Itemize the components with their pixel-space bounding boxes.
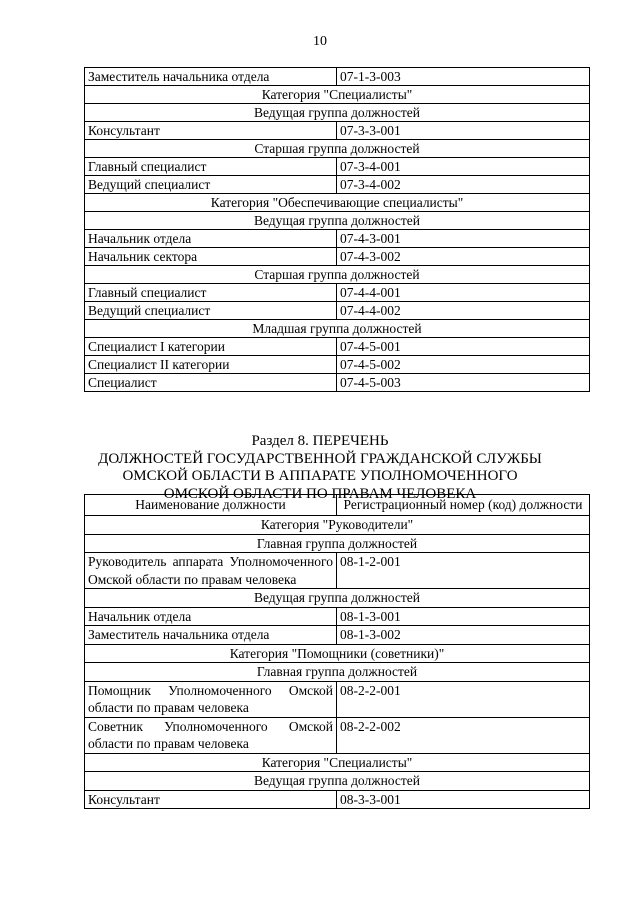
group-label: Ведущая группа должностей bbox=[85, 589, 590, 608]
group-row bbox=[85, 212, 590, 230]
registration-code-cell: 07-4-5-003 bbox=[337, 374, 590, 392]
position-name-cell: Заместитель начальника отдела bbox=[85, 68, 337, 86]
positions-table-section-8 bbox=[84, 494, 590, 809]
table-row bbox=[85, 338, 590, 356]
group-row bbox=[85, 194, 590, 212]
position-name-cell: Заместитель начальника отдела bbox=[85, 626, 337, 645]
group-label: Старшая группа должностей bbox=[85, 140, 590, 158]
position-name-cell: Специалист II категории bbox=[85, 356, 337, 374]
table-row bbox=[85, 158, 590, 176]
table-row bbox=[85, 68, 590, 86]
table-row bbox=[85, 374, 590, 392]
registration-code-cell: 07-4-5-001 bbox=[337, 338, 590, 356]
registration-code-cell: 08-1-3-001 bbox=[337, 607, 590, 626]
table-row bbox=[85, 356, 590, 374]
table-row bbox=[85, 717, 590, 753]
position-name-cell: Руководитель аппарата Уполномоченного Омской области по правам человека bbox=[85, 553, 337, 589]
registration-code-cell: 07-3-4-002 bbox=[337, 176, 590, 194]
group-row bbox=[85, 772, 590, 791]
group-row bbox=[85, 534, 590, 553]
position-name-cell: Консультант bbox=[85, 790, 337, 809]
registration-code-cell: 08-2-2-001 bbox=[337, 681, 590, 717]
position-name-cell: Начальник отдела bbox=[85, 607, 337, 626]
group-row bbox=[85, 104, 590, 122]
table-row bbox=[85, 230, 590, 248]
position-name-cell: Специалист bbox=[85, 374, 337, 392]
position-name-cell: Начальник сектора bbox=[85, 248, 337, 266]
table-header-row bbox=[85, 495, 590, 516]
column-header-registration-code: Регистрационный номер (код) должности bbox=[337, 495, 590, 516]
group-label: Ведущая группа должностей bbox=[85, 104, 590, 122]
group-row bbox=[85, 320, 590, 338]
group-row bbox=[85, 663, 590, 682]
group-row bbox=[85, 753, 590, 772]
position-name-cell: Помощник Уполномоченного Омской области по правам человека bbox=[85, 681, 337, 717]
group-label: Главная группа должностей bbox=[85, 663, 590, 682]
table-row bbox=[85, 607, 590, 626]
position-name-cell: Консультант bbox=[85, 122, 337, 140]
group-label: Ведущая группа должностей bbox=[85, 772, 590, 791]
table-row bbox=[85, 122, 590, 140]
group-row bbox=[85, 644, 590, 663]
registration-code-cell: 07-4-3-001 bbox=[337, 230, 590, 248]
position-name-cell: Ведущий специалист bbox=[85, 176, 337, 194]
section-title-line: ДОЛЖНОСТЕЙ ГОСУДАРСТВЕННОЙ ГРАЖДАНСКОЙ СЛУЖБЫ bbox=[98, 450, 542, 467]
registration-code-cell: 08-2-2-002 bbox=[337, 717, 590, 753]
group-row bbox=[85, 140, 590, 158]
registration-code-cell: 07-4-5-002 bbox=[337, 356, 590, 374]
group-label: Категория "Обеспечивающие специалисты" bbox=[85, 194, 590, 212]
group-label: Категория "Руководители" bbox=[85, 516, 590, 535]
group-label: Младшая группа должностей bbox=[85, 320, 590, 338]
position-name-cell: Начальник отдела bbox=[85, 230, 337, 248]
group-label: Категория "Специалисты" bbox=[85, 86, 590, 104]
table-row bbox=[85, 553, 590, 589]
table-row bbox=[85, 302, 590, 320]
page-number: 10 bbox=[313, 34, 327, 49]
table-row bbox=[85, 790, 590, 809]
registration-code-cell: 07-4-4-002 bbox=[337, 302, 590, 320]
table-row bbox=[85, 626, 590, 645]
registration-code-cell: 07-4-3-002 bbox=[337, 248, 590, 266]
column-header-position-name: Наименование должности bbox=[85, 495, 337, 516]
position-name-cell: Главный специалист bbox=[85, 158, 337, 176]
position-name-cell: Ведущий специалист bbox=[85, 302, 337, 320]
table-row bbox=[85, 681, 590, 717]
registration-code-cell: 07-3-3-001 bbox=[337, 122, 590, 140]
group-label: Категория "Помощники (советники)" bbox=[85, 644, 590, 663]
table-row bbox=[85, 176, 590, 194]
position-name-cell: Советник Уполномоченного Омской области по правам человека bbox=[85, 717, 337, 753]
registration-code-cell: 07-3-4-001 bbox=[337, 158, 590, 176]
section-heading bbox=[0, 433, 640, 503]
registration-code-cell: 07-4-4-001 bbox=[337, 284, 590, 302]
group-label: Старшая группа должностей bbox=[85, 266, 590, 284]
position-name-cell: Главный специалист bbox=[85, 284, 337, 302]
positions-table-section-7 bbox=[84, 67, 590, 392]
group-label: Категория "Специалисты" bbox=[85, 753, 590, 772]
table-row bbox=[85, 248, 590, 266]
table-row bbox=[85, 284, 590, 302]
group-label: Ведущая группа должностей bbox=[85, 212, 590, 230]
registration-code-cell: 07-1-3-003 bbox=[337, 68, 590, 86]
group-row bbox=[85, 266, 590, 284]
registration-code-cell: 08-1-2-001 bbox=[337, 553, 590, 589]
group-row bbox=[85, 589, 590, 608]
group-label: Главная группа должностей bbox=[85, 534, 590, 553]
position-name-cell: Специалист I категории bbox=[85, 338, 337, 356]
section-title-line: ОМСКОЙ ОБЛАСТИ ПО ПРАВАМ ЧЕЛОВЕКА bbox=[163, 485, 477, 502]
registration-code-cell: 08-3-3-001 bbox=[337, 790, 590, 809]
registration-code-cell: 08-1-3-002 bbox=[337, 626, 590, 645]
group-row bbox=[85, 86, 590, 104]
group-row bbox=[85, 516, 590, 535]
section-title-line: Раздел 8. ПЕРЕЧЕНЬ bbox=[251, 433, 389, 449]
section-title-line: ОМСКОЙ ОБЛАСТИ В АППАРАТЕ УПОЛНОМОЧЕННОГО bbox=[122, 468, 518, 484]
